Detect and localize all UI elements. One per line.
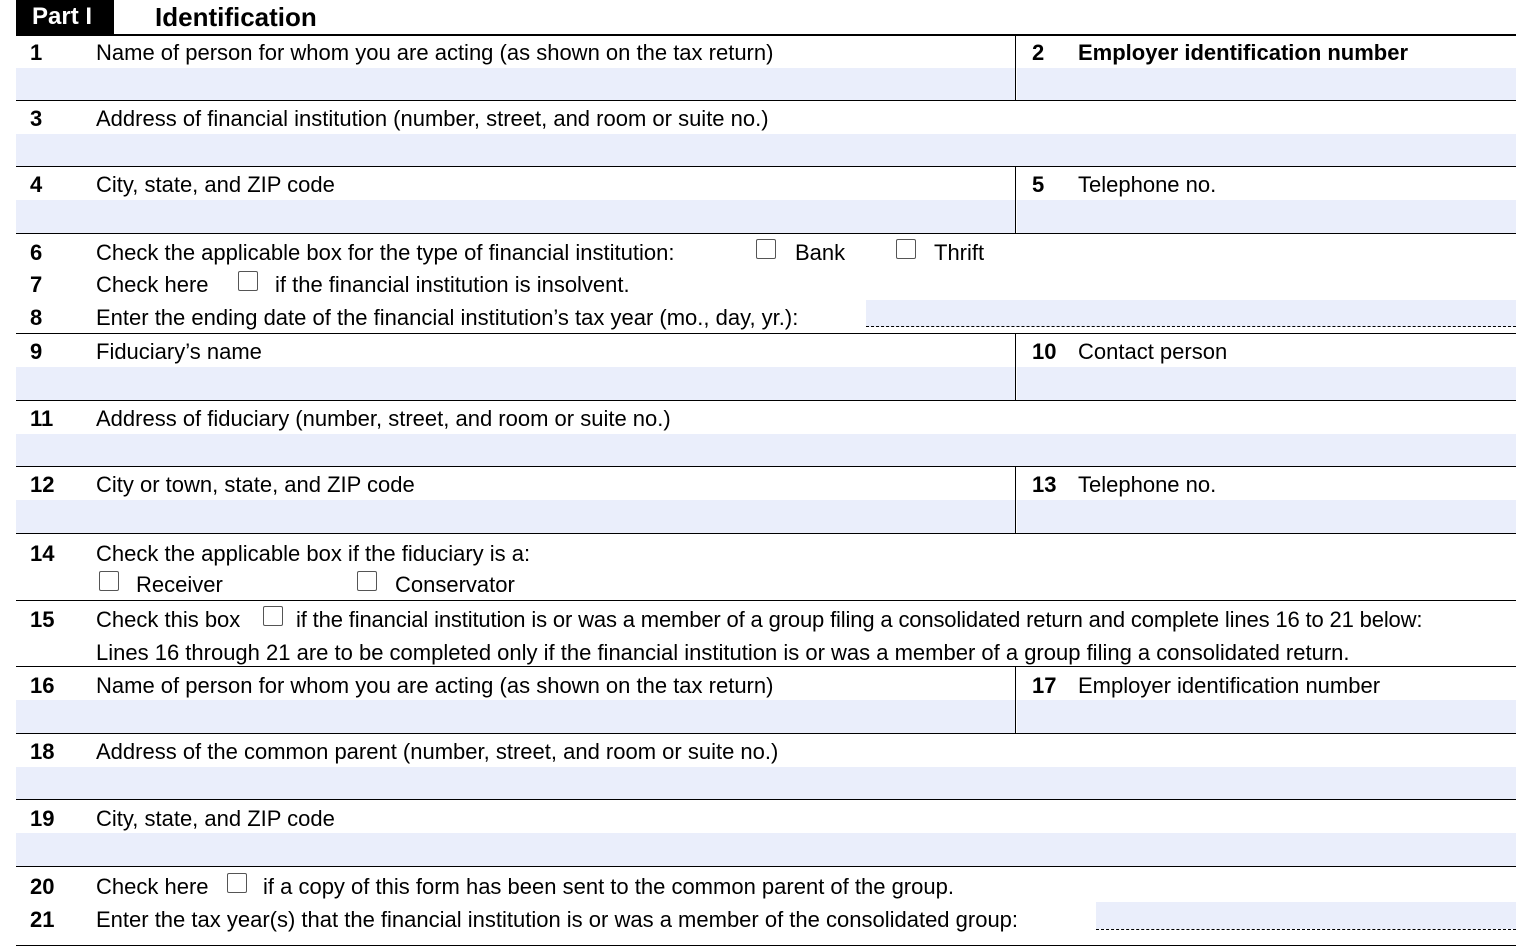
- line-label: if the financial institution is insolvent.: [275, 272, 630, 297]
- thrift-checkbox[interactable]: [896, 239, 916, 259]
- line-label: Fiduciary’s name: [96, 339, 262, 364]
- divider: [16, 233, 1516, 234]
- line-number: 21: [30, 907, 55, 932]
- line-number: 14: [30, 541, 55, 566]
- conservator-checkbox[interactable]: [357, 571, 377, 591]
- line-number: 13: [1032, 472, 1057, 497]
- divider: [1015, 166, 1016, 233]
- parent-name-field[interactable]: [16, 700, 1015, 733]
- line-label: Check here: [96, 874, 209, 899]
- divider: [16, 533, 1516, 534]
- line-label: Name of person for whom you are acting (as shown on the tax return): [96, 40, 774, 65]
- divider: [1015, 666, 1016, 733]
- institution-telephone-field[interactable]: [1017, 200, 1516, 233]
- institution-address-field[interactable]: [16, 134, 1516, 166]
- divider: [866, 326, 1516, 327]
- fiduciary-name-field[interactable]: [16, 367, 1015, 400]
- line-label: Check this box: [96, 607, 241, 632]
- divider: [16, 333, 1516, 334]
- line-number: 20: [30, 874, 55, 899]
- line-label: Telephone no.: [1078, 172, 1217, 197]
- line-number: 5: [1032, 172, 1045, 197]
- bank-checkbox[interactable]: [756, 239, 776, 259]
- line-label: if a copy of this form has been sent to the common parent of the group.: [263, 874, 954, 899]
- line-number: 1: [30, 40, 43, 65]
- fiduciary-address-field[interactable]: [16, 434, 1516, 466]
- receiver-checkbox[interactable]: [99, 571, 119, 591]
- line-label: Address of fiduciary (number, street, and room or suite no.): [96, 406, 671, 431]
- bank-label: Bank: [795, 240, 846, 265]
- line-label: Address of the common parent (number, street, and room or suite no.): [96, 739, 779, 764]
- ein-field[interactable]: [1017, 68, 1516, 100]
- divider: [16, 866, 1516, 867]
- line-note: Lines 16 through 21 are to be completed only if the financial institution is or was a member of a group filing a consolidated return.: [96, 640, 1350, 665]
- line-number: 7: [30, 272, 43, 297]
- divider: [1015, 34, 1016, 100]
- divider: [1015, 333, 1016, 400]
- line-label: Enter the ending date of the financial institution’s tax year (mo., day, yr.):: [96, 305, 799, 330]
- parent-address-field[interactable]: [16, 767, 1516, 799]
- line-number: 4: [30, 172, 43, 197]
- line-label: if the financial institution is or was a member of a group filing a consolidated return and complete lines 16 to 21 below:: [296, 607, 1423, 632]
- line-label: Check the applicable box if the fiduciary is a:: [96, 541, 531, 566]
- line-label: Check the applicable box for the type of financial institution:: [96, 240, 675, 265]
- divider: [16, 945, 1516, 946]
- name-of-person-field[interactable]: [16, 68, 1015, 100]
- fiduciary-telephone-field[interactable]: [1017, 500, 1516, 533]
- parent-ein-field[interactable]: [1017, 700, 1516, 733]
- parent-city-field[interactable]: [16, 833, 1516, 866]
- divider: [1015, 466, 1016, 533]
- consolidated-group-checkbox[interactable]: [263, 606, 283, 626]
- line-number: 16: [30, 673, 55, 698]
- line-label: City or town, state, and ZIP code: [96, 472, 415, 497]
- line-number: 19: [30, 806, 55, 831]
- consolidated-tax-years-field[interactable]: [1096, 902, 1516, 929]
- divider: [16, 600, 1516, 601]
- divider: [1096, 929, 1516, 930]
- divider: [16, 466, 1516, 467]
- copy-sent-checkbox[interactable]: [227, 873, 247, 893]
- divider: [16, 666, 1516, 667]
- conservator-label: Conservator: [395, 572, 515, 597]
- line-number: 18: [30, 739, 55, 764]
- line-label: City, state, and ZIP code: [96, 806, 335, 831]
- divider: [16, 400, 1516, 401]
- fiduciary-city-field[interactable]: [16, 500, 1015, 533]
- line-number: 8: [30, 305, 43, 330]
- line-number: 3: [30, 106, 43, 131]
- divider: [16, 166, 1516, 167]
- divider: [16, 34, 1516, 36]
- institution-city-field[interactable]: [16, 200, 1015, 233]
- contact-person-field[interactable]: [1017, 367, 1516, 400]
- line-number: 12: [30, 472, 55, 497]
- line-number: 9: [30, 339, 43, 364]
- line-label: Employer identification number: [1078, 673, 1381, 698]
- line-label: Contact person: [1078, 339, 1228, 364]
- line-label: Employer identification number: [1078, 40, 1409, 65]
- line-label: Enter the tax year(s) that the financial institution is or was a member of the consolidated group:: [96, 907, 1019, 932]
- part-title: Identification: [155, 2, 317, 32]
- line-label: Name of person for whom you are acting (as shown on the tax return): [96, 673, 774, 698]
- line-label: Telephone no.: [1078, 472, 1217, 497]
- line-number: 10: [1032, 339, 1057, 364]
- line-number: 2: [1032, 40, 1045, 65]
- line-number: 15: [30, 607, 55, 632]
- line-label: City, state, and ZIP code: [96, 172, 335, 197]
- insolvent-checkbox[interactable]: [238, 271, 258, 291]
- thrift-label: Thrift: [934, 240, 985, 265]
- divider: [16, 100, 1516, 101]
- line-label: Address of financial institution (number, street, and room or suite no.): [96, 106, 769, 131]
- divider: [16, 733, 1516, 734]
- receiver-label: Receiver: [136, 572, 223, 597]
- divider: [16, 799, 1516, 800]
- line-number: 6: [30, 240, 43, 265]
- tax-year-end-field[interactable]: [866, 300, 1516, 327]
- line-number: 11: [30, 406, 54, 431]
- part-tag: Part I: [16, 0, 114, 34]
- line-label: Check here: [96, 272, 209, 297]
- line-number: 17: [1032, 673, 1057, 698]
